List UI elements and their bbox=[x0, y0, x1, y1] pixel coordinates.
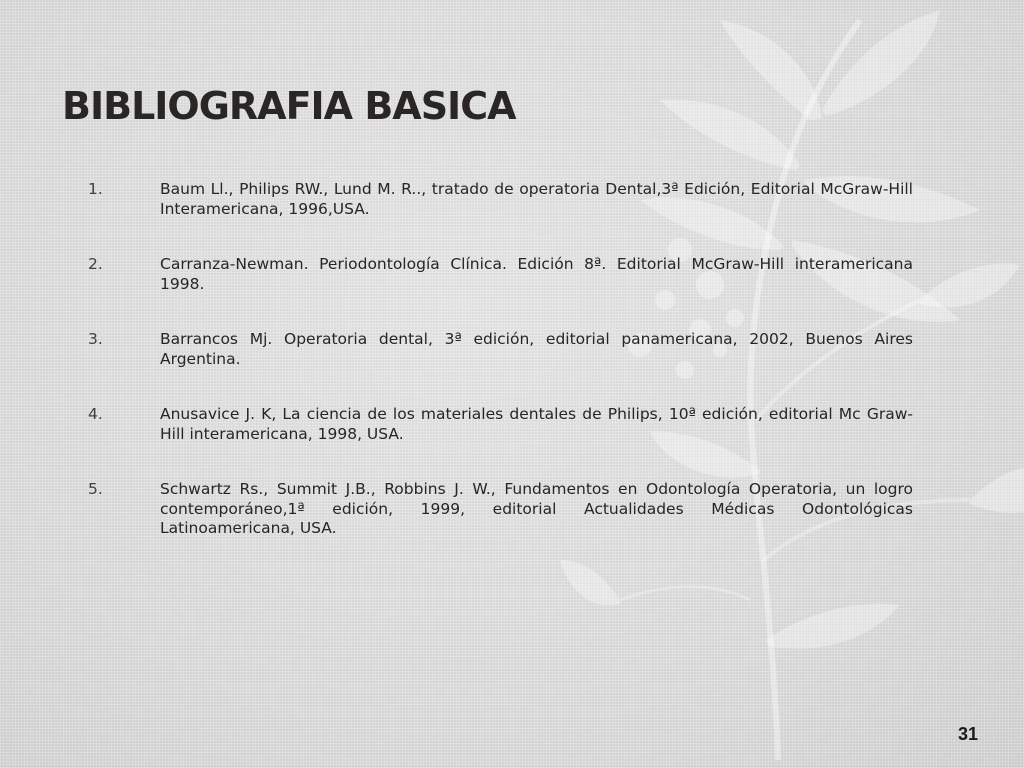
page-title: BIBLIOGRAFIA BASICA bbox=[62, 84, 516, 128]
list-item-text: Baum Ll., Philips RW., Lund M. R.., tratado de operatoria Dental,3ª Edición, Editorial McGraw-Hill Interamericana, 1996,USA. bbox=[160, 180, 913, 218]
list-item-text: Schwartz Rs., Summit J.B., Robbins J. W., Fundamentos en Odontología Operatoria, un logro contemporáneo,1ª edición, 1999, editorial Actualidades Médicas Odontológicas Latinoamericana, USA. bbox=[160, 480, 913, 537]
list-item-text: Barrancos Mj. Operatoria dental, 3ª edición, editorial panamericana, 2002, Buenos Aires Argentina. bbox=[160, 330, 913, 368]
list-item bbox=[88, 405, 913, 444]
list-item-text: Anusavice J. K, La ciencia de los materiales dentales de Philips, 10ª edición, editorial Mc Graw-Hill interamericana, 1998, USA. bbox=[160, 405, 913, 443]
list-item-text: Carranza-Newman. Periodontología Clínica. Edición 8ª. Editorial McGraw-Hill interamericana 1998. bbox=[160, 255, 913, 293]
list-item bbox=[88, 255, 913, 294]
list-item-number: 4. bbox=[88, 405, 103, 423]
page-number: 31 bbox=[958, 724, 979, 744]
list-item bbox=[88, 330, 913, 369]
bibliography-list bbox=[88, 180, 913, 575]
list-item-number: 1. bbox=[88, 180, 103, 198]
list-item bbox=[88, 180, 913, 219]
list-item-number: 5. bbox=[88, 480, 103, 498]
list-item-number: 2. bbox=[88, 255, 103, 273]
list-item bbox=[88, 480, 913, 539]
list-item-number: 3. bbox=[88, 330, 103, 348]
